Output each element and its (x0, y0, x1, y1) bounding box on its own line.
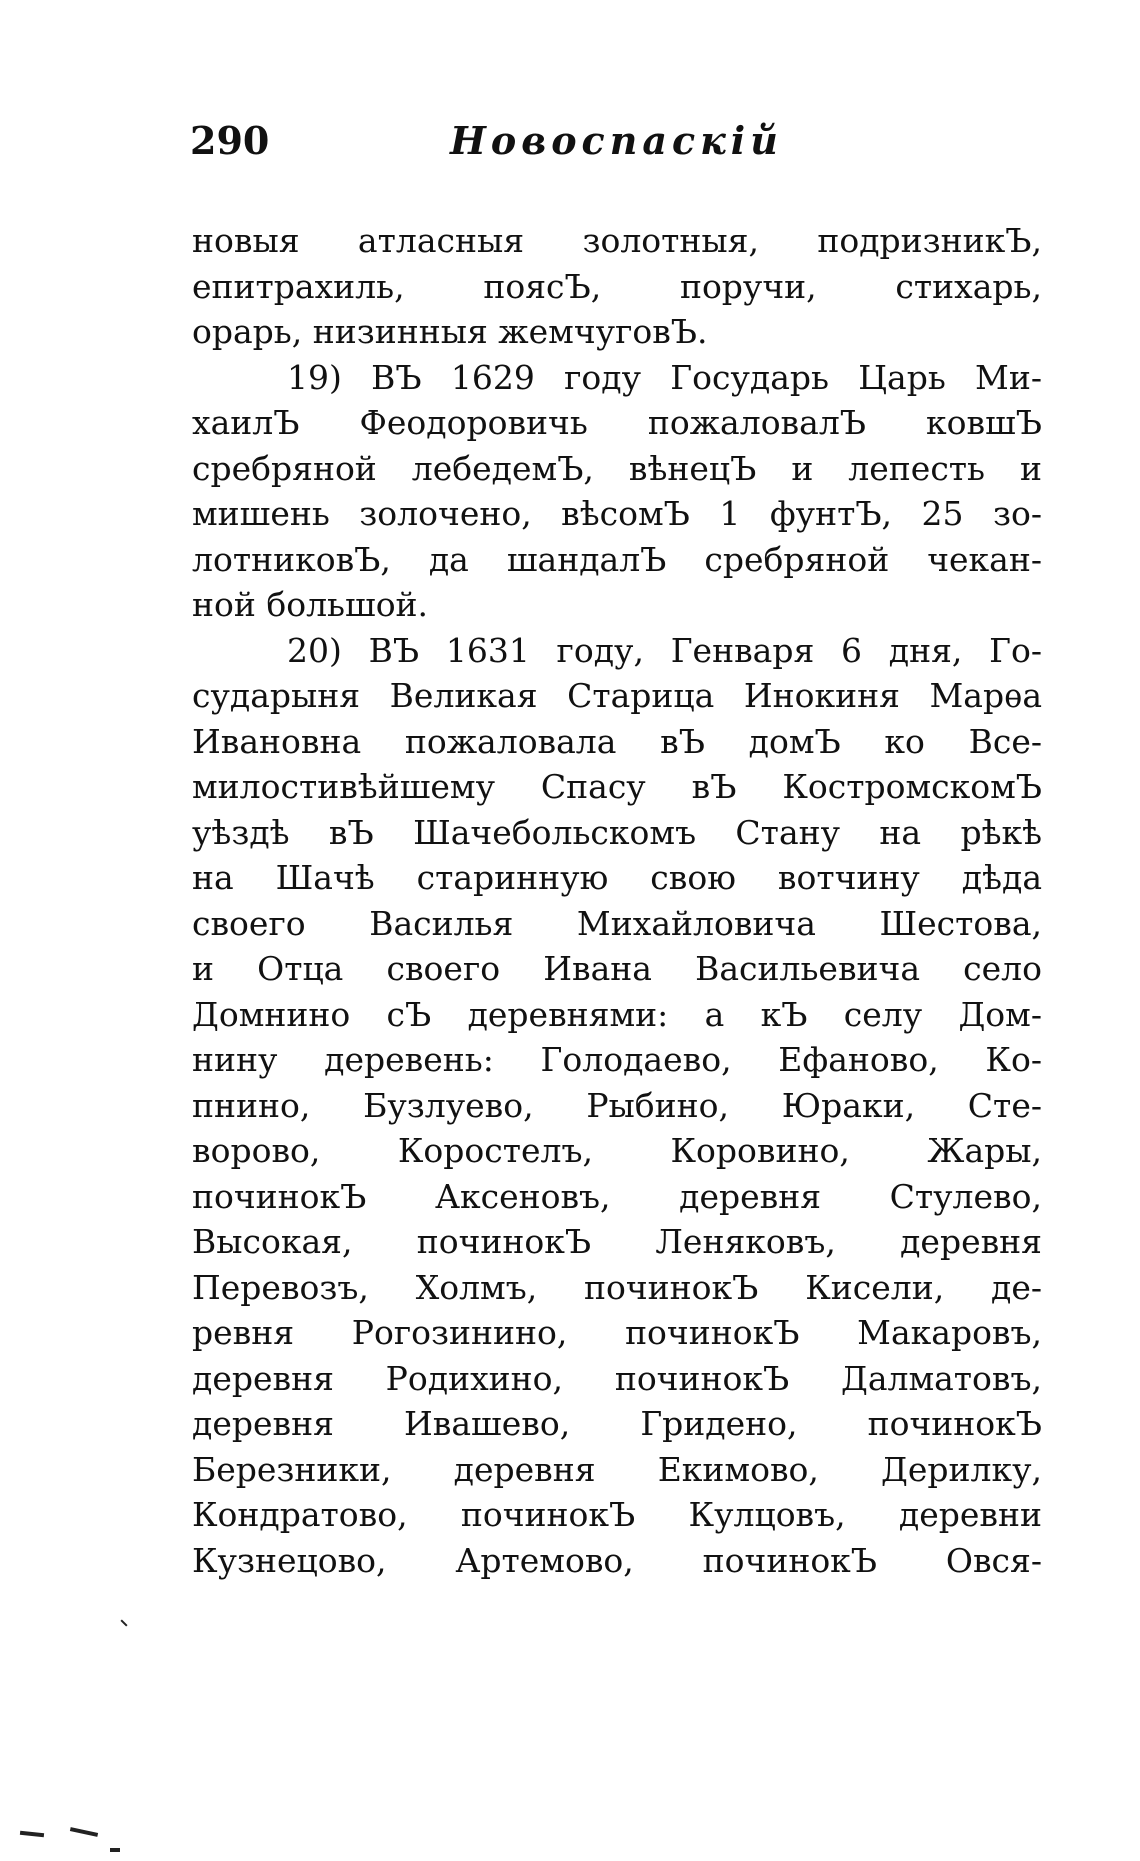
text-line: нину деревень: Голодаево, Ефаново, Ко- (192, 1040, 1042, 1079)
text-line: сударыня Великая Старица Инокиня Марѳа (192, 676, 1042, 715)
text-line: и Отца своего Ивана Васильевича село (192, 949, 1042, 988)
text-line: своего Василья Михайловича Шестова, (192, 903, 1042, 943)
text-line: ворово, Коростелъ, Коровино, Жары, (192, 1131, 1042, 1170)
text-line: деревня Ивашево, Гридено, починокЪ (192, 1404, 1042, 1443)
text-line: орарь, низинныя жемчуговЪ. (192, 312, 708, 351)
body-text (192, 218, 1042, 1583)
text-line: сребряной лебедемЪ, вѣнецЪ и лепесть и (192, 448, 1042, 488)
text-line: Ивановна пожаловала вЪ домЪ ко Все- (192, 721, 1042, 761)
page-number: 290 (190, 118, 270, 163)
page-header (190, 118, 1050, 178)
text-line: Березники, деревня Екимово, Дерилку, (192, 1449, 1042, 1489)
text-line: починокЪ Аксеновъ, деревня Стулево, (192, 1176, 1042, 1216)
text-line: ревня Рогозинино, починокЪ Макаровъ, (192, 1313, 1042, 1352)
text-line: пнино, Бузлуево, Рыбино, Юраки, Сте- (192, 1085, 1042, 1125)
running-title: Новоспаскій (450, 118, 783, 163)
text-line: на Шачѣ старинную свою вотчину дѣда (192, 858, 1042, 897)
text-line: хаилЪ Феодоровичь пожаловалЪ ковшЪ (192, 403, 1042, 442)
scan-speck (70, 1827, 98, 1837)
text-line: Кондратово, починокЪ Кулцовъ, деревни (192, 1495, 1042, 1534)
text-line: ной большой. (192, 585, 429, 624)
text-line: лотниковЪ, да шандалЪ сребряной чекан- (192, 539, 1042, 579)
text-line: 19) ВЪ 1629 году Государь Царь Ми- (287, 357, 1042, 397)
text-line: Перевозъ, Холмъ, починокЪ Кисели, де- (192, 1267, 1042, 1307)
scan-speck (120, 1619, 127, 1626)
text-line: Высокая, починокЪ Леняковъ, деревня (192, 1222, 1042, 1261)
scan-speck (20, 1831, 44, 1837)
text-line: уѣздѣ вЪ Шачебольскомъ Стану на рѣкѣ (192, 812, 1042, 852)
text-line: деревня Родихино, починокЪ Далматовъ, (192, 1358, 1042, 1398)
text-line: новыя атласныя золотныя, подризникЪ, (192, 221, 1042, 260)
text-line: Домнино сЪ деревнями: а кЪ селу Дом- (192, 994, 1042, 1034)
scan-speck (110, 1848, 120, 1852)
text-line: милостивѣйшему Спасу вЪ КостромскомЪ (192, 767, 1042, 806)
text-line: епитрахиль, поясЪ, поручи, стихарь, (192, 266, 1042, 306)
text-line: мишень золочено, вѣсомЪ 1 фунтЪ, 25 зо- (192, 494, 1042, 533)
text-line: Кузнецово, Артемово, починокЪ Овся- (192, 1540, 1042, 1580)
text-line: 20) ВЪ 1631 году, Генваря 6 дня, Го- (287, 630, 1042, 670)
